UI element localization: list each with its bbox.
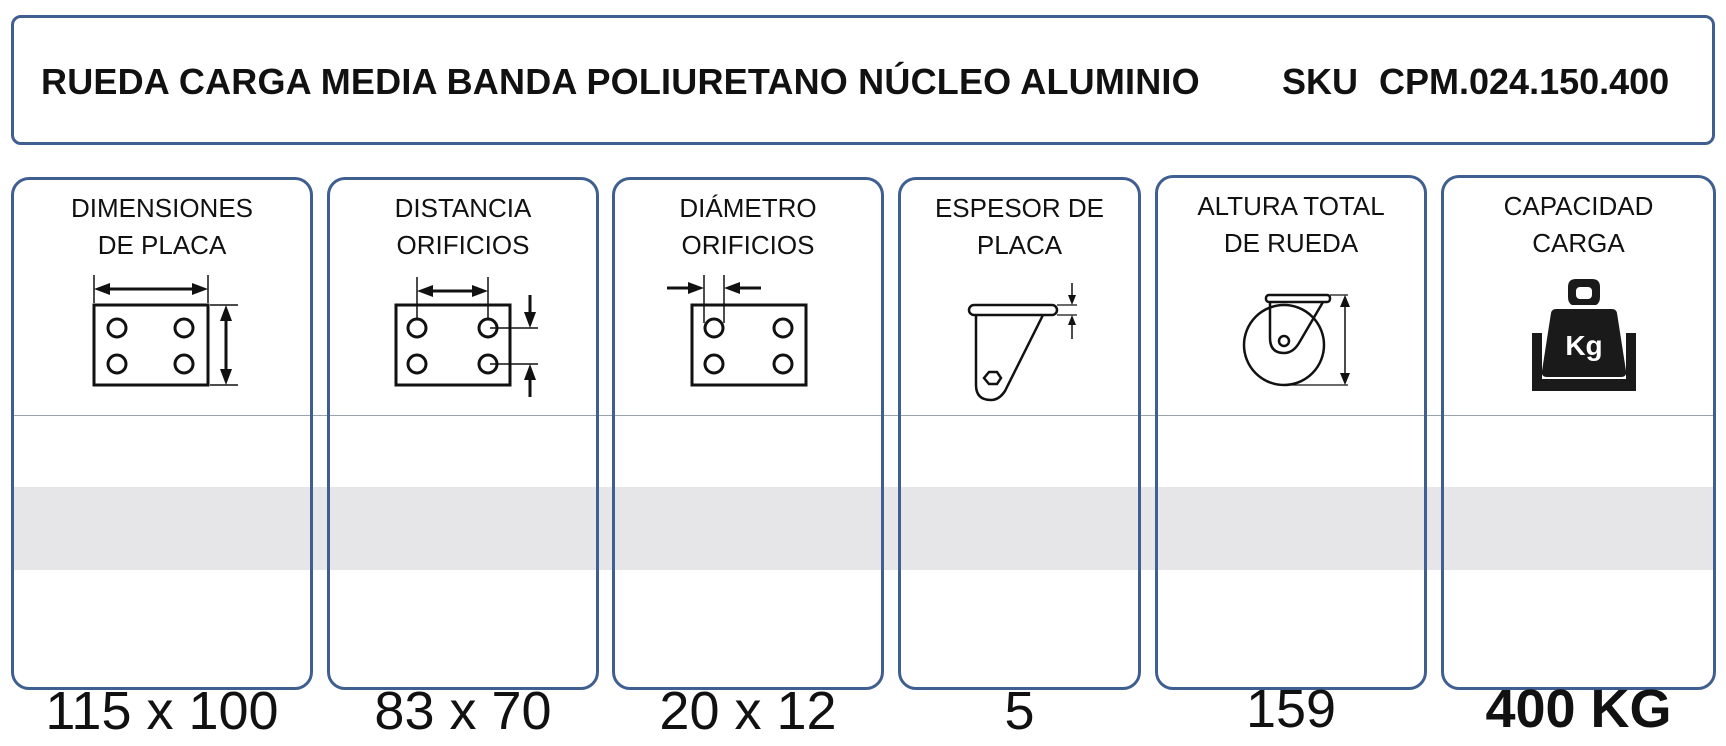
spec-label-line1: ALTURA TOTAL bbox=[1197, 191, 1385, 221]
spec-label bbox=[330, 190, 596, 264]
spec-label-line2: DE RUEDA bbox=[1223, 228, 1359, 258]
spec-label-line2: DE PLACA bbox=[97, 230, 227, 260]
plate-thickness-icon bbox=[901, 275, 1144, 435]
spec-label-line2: CARGA bbox=[1532, 228, 1625, 258]
spec-card-plate-dimensions bbox=[11, 177, 313, 741]
sku-label: SKU bbox=[1282, 61, 1359, 102]
spec-card-plate-thickness bbox=[898, 177, 1141, 741]
plate-dimensions-icon bbox=[14, 275, 316, 435]
spec-value: 159 bbox=[1245, 679, 1337, 739]
spec-value: 83 x 70 bbox=[374, 681, 552, 741]
hole-distance-icon bbox=[330, 275, 602, 435]
weight-kg-icon bbox=[1444, 275, 1719, 435]
spec-label-line2: ORIFICIOS bbox=[396, 230, 530, 260]
spec-label-line1: ESPESOR DE bbox=[934, 193, 1105, 223]
sku-value: CPM.024.150.400 bbox=[1379, 61, 1670, 102]
hole-diameter-icon bbox=[615, 275, 887, 435]
wheel-height-icon bbox=[1158, 275, 1430, 435]
spec-label bbox=[901, 190, 1138, 264]
spec-value: 115 x 100 bbox=[45, 681, 279, 741]
spec-value: 400 KG bbox=[1485, 679, 1672, 739]
spec-card-load-capacity bbox=[1441, 175, 1716, 739]
product-header bbox=[11, 15, 1715, 145]
product-title: RUEDA CARGA MEDIA BANDA POLIURETANO NÚCLEO ALUMINIO bbox=[41, 61, 1200, 102]
spec-card-hole-distance bbox=[327, 177, 599, 741]
spec-card-wheel-height bbox=[1155, 175, 1427, 739]
weight-kg-text: Kg bbox=[1565, 330, 1603, 361]
spec-label bbox=[14, 190, 310, 264]
spec-label-line1: DIÁMETRO bbox=[679, 193, 817, 223]
spec-label-line2: PLACA bbox=[976, 230, 1063, 260]
spec-label-line1: DIMENSIONES bbox=[70, 193, 254, 223]
spec-label bbox=[615, 190, 881, 264]
spec-label-line1: CAPACIDAD bbox=[1503, 191, 1654, 221]
spec-label bbox=[1158, 188, 1424, 262]
spec-label-line1: DISTANCIA bbox=[394, 193, 532, 223]
spec-value: 20 x 12 bbox=[659, 681, 837, 741]
spec-card-hole-diameter bbox=[612, 177, 884, 741]
spec-label bbox=[1444, 188, 1713, 262]
spec-label-line2: ORIFICIOS bbox=[681, 230, 815, 260]
spec-value: 5 bbox=[1004, 681, 1035, 741]
